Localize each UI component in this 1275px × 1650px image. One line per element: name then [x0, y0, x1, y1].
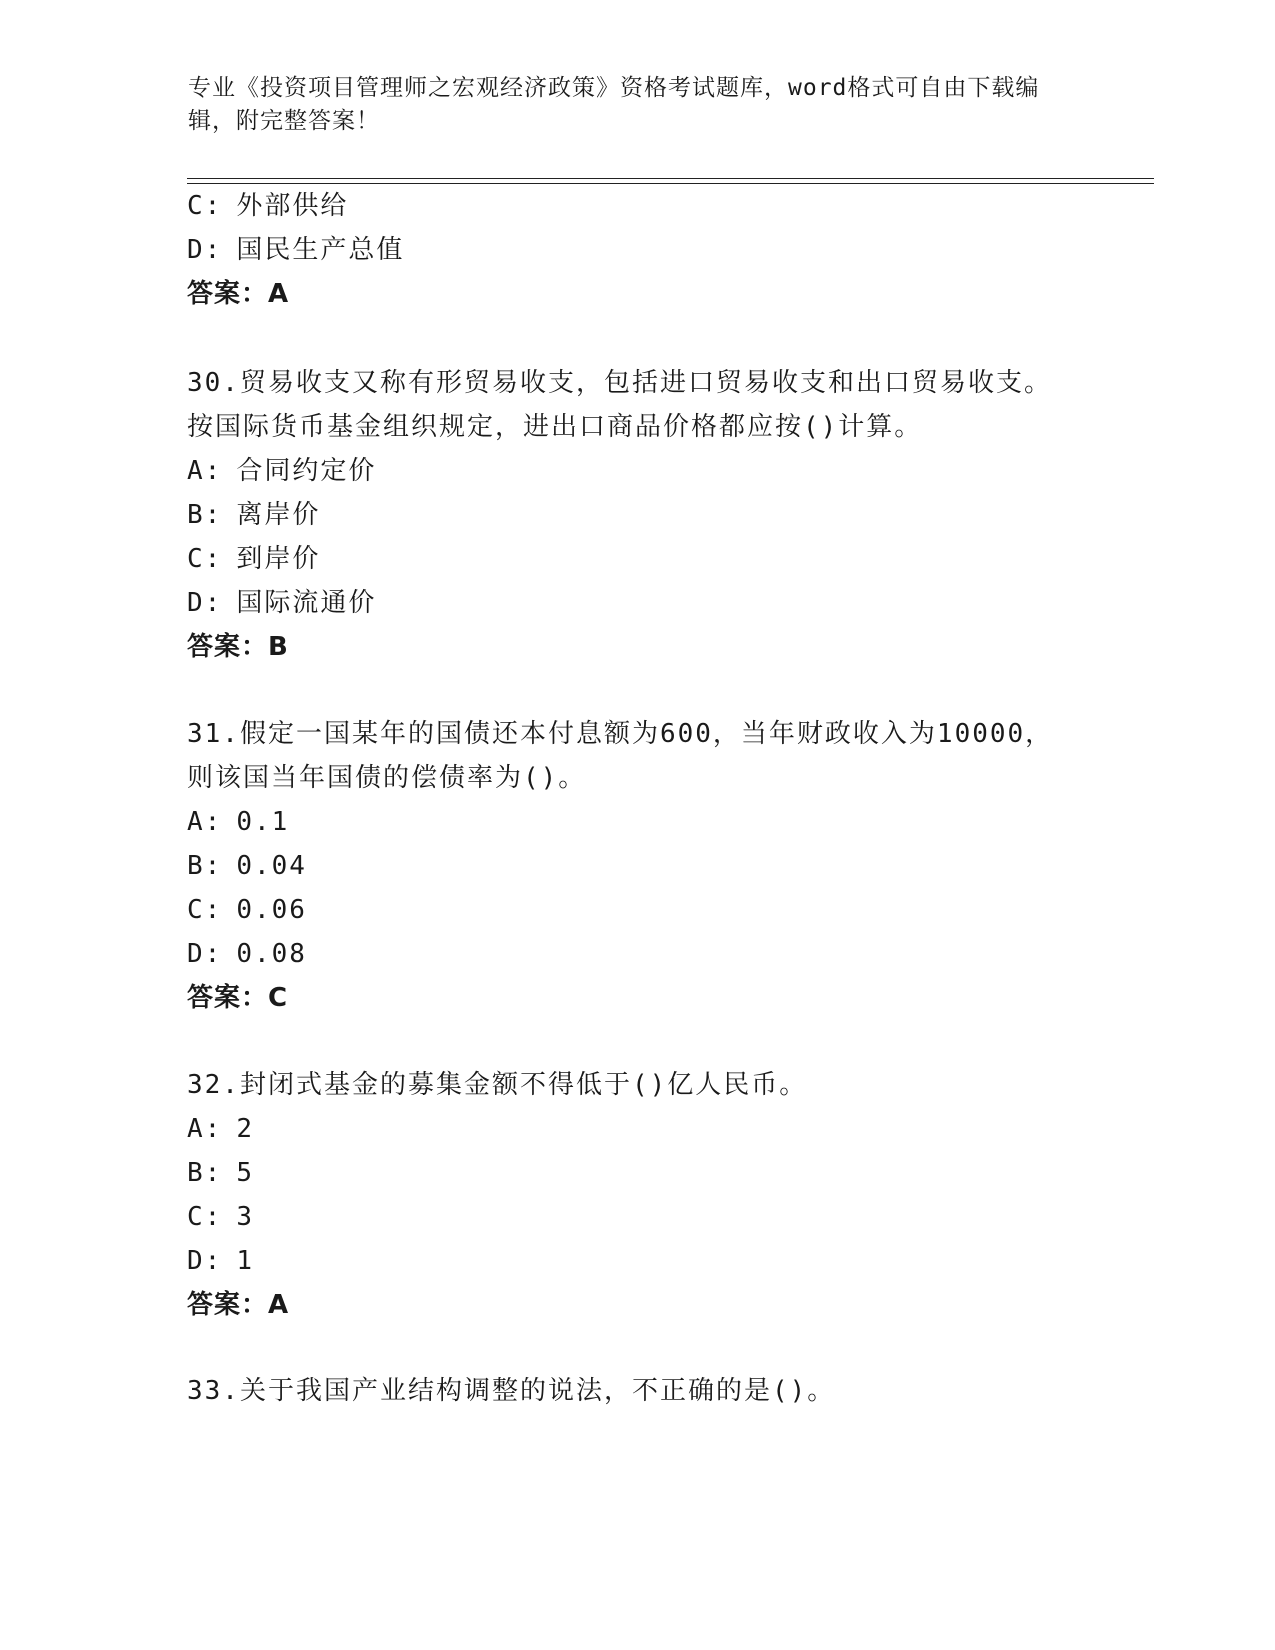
question-30-stem-line-2: 按国际货币基金组织规定，进出口商品价格都应按()计算。: [187, 412, 923, 442]
option-d: [187, 587, 376, 619]
option-text: 离岸价: [236, 500, 321, 530]
option-b: [187, 1157, 254, 1189]
question-32-stem-line-1: 32.封闭式基金的募集金额不得低于()亿人民币。: [187, 1070, 808, 1100]
option-c: [187, 894, 307, 926]
option-c: [187, 190, 348, 222]
option-key: D:: [187, 235, 223, 265]
option-key: C:: [187, 191, 223, 221]
option-key: D:: [187, 1246, 223, 1276]
option-text: 0.08: [236, 939, 307, 969]
option-b: [187, 499, 320, 531]
header-divider-bottom: [187, 183, 1154, 184]
option-key: B:: [187, 1158, 223, 1188]
option-d: [187, 938, 307, 970]
option-d: [187, 1245, 254, 1277]
option-text: 合同约定价: [236, 456, 377, 486]
answer-line: 答案：A: [187, 1290, 290, 1320]
option-d: [187, 234, 404, 266]
header-divider-top: [187, 178, 1154, 179]
option-text: 5: [236, 1158, 254, 1188]
header-line-1: 专业《投资项目管理师之宏观经济政策》资格考试题库，word格式可自由下载编: [188, 75, 1040, 101]
option-text: 3: [236, 1202, 254, 1232]
answer-line: 答案：B: [187, 632, 289, 662]
question-31-stem-line-2: 则该国当年国债的偿债率为()。: [187, 763, 587, 793]
option-key: A:: [187, 1114, 223, 1144]
option-c: [187, 543, 320, 575]
option-key: C:: [187, 895, 223, 925]
question-33-stem-line-1: 33.关于我国产业结构调整的说法，不正确的是()。: [187, 1376, 836, 1406]
option-key: C:: [187, 1202, 223, 1232]
question-31-stem-line-1: 31.假定一国某年的国债还本付息额为600，当年财政收入为10000，: [187, 719, 1054, 749]
option-a: [187, 806, 289, 838]
option-b: [187, 850, 307, 882]
question-30-stem-line-1: 30.贸易收支又称有形贸易收支，包括进口贸易收支和出口贸易收支。: [187, 368, 1052, 398]
answer-line: 答案：C: [187, 983, 289, 1013]
option-a: [187, 1113, 254, 1145]
option-c: [187, 1201, 254, 1233]
option-key: B:: [187, 500, 223, 530]
option-text: 到岸价: [236, 544, 321, 574]
option-text: 0.04: [236, 851, 307, 881]
option-text: 1: [236, 1246, 254, 1276]
option-text: 国民生产总值: [236, 235, 405, 265]
header-line-2: 辑，附完整答案！: [188, 108, 380, 134]
option-text: 外部供给: [236, 191, 349, 221]
option-text: 国际流通价: [236, 588, 377, 618]
option-a: [187, 455, 376, 487]
document-header: [188, 72, 1088, 138]
option-text: 0.1: [236, 807, 290, 837]
answer-line: 答案：A: [187, 279, 290, 309]
option-key: A:: [187, 456, 223, 486]
option-text: 2: [236, 1114, 254, 1144]
option-key: C:: [187, 544, 223, 574]
option-key: D:: [187, 588, 223, 618]
option-key: D:: [187, 939, 223, 969]
option-key: A:: [187, 807, 223, 837]
option-text: 0.06: [236, 895, 307, 925]
option-key: B:: [187, 851, 223, 881]
